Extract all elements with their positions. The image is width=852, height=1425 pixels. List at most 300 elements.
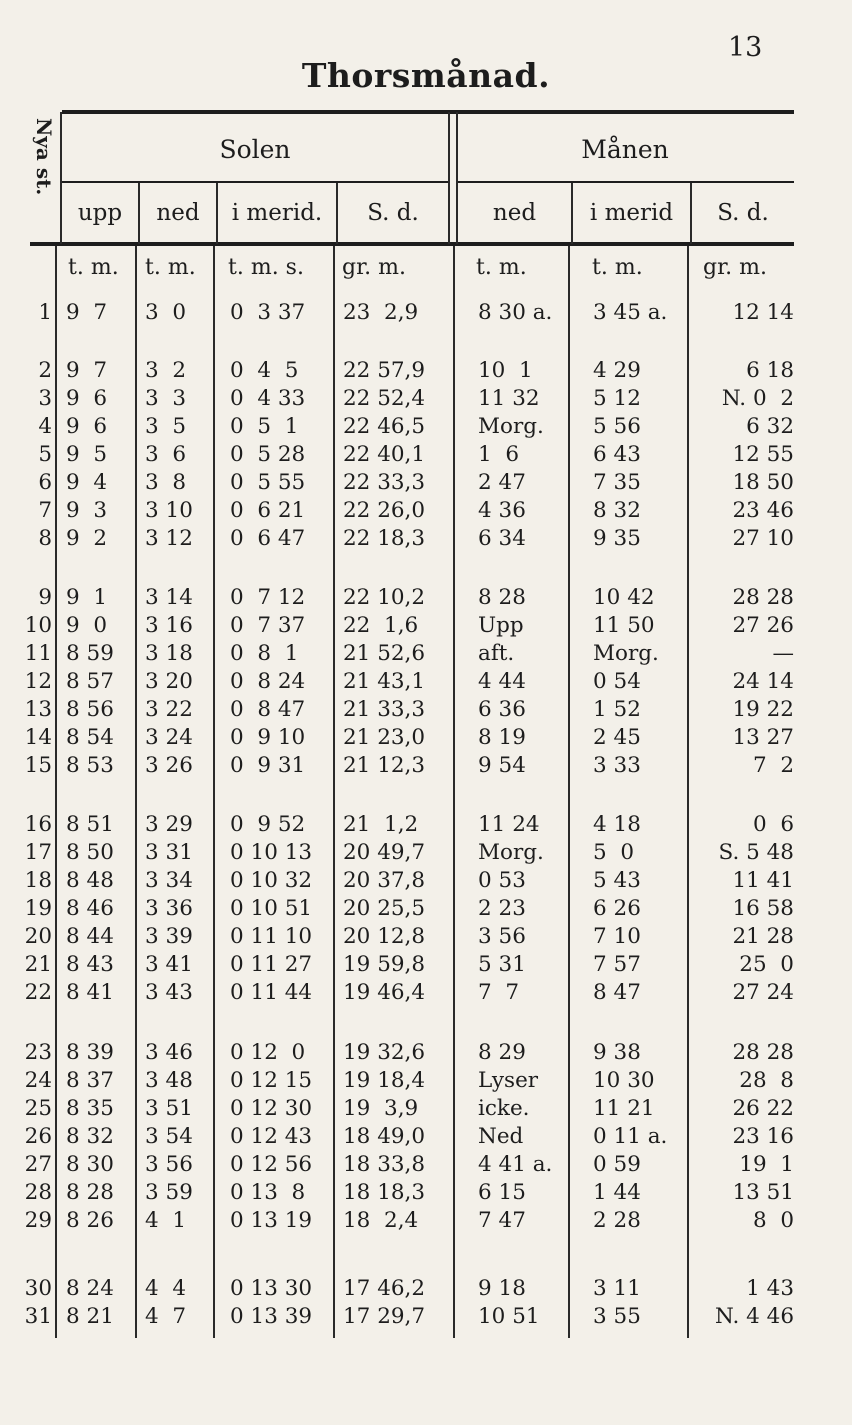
sun-declination-cell: 21 23,0 [343,725,426,750]
moon-meridian-cell: 6 26 [593,896,641,921]
moon-set-cell: 5 31 [478,952,526,977]
sun-set-cell: 3 6 [145,442,187,467]
moon-set-cell: Ned [478,1124,524,1149]
sun-rise-cell: 8 56 [66,697,114,722]
table-row [0,1068,852,1096]
moon-declination-cell: 27 10 [732,526,794,551]
unit-label: t. m. [68,255,119,280]
sun-meridian-cell: 0 13 30 [230,1276,313,1301]
moon-declination-cell: 21 28 [732,924,794,949]
moon-meridian-cell: 4 18 [593,812,641,837]
nya-st-header: Nya st. [32,118,56,196]
table-row [0,1180,852,1208]
sun-meridian-cell: 0 8 1 [230,641,299,666]
sun-declination-cell: 20 49,7 [343,840,426,865]
sun-meridian-cell: 0 8 24 [230,669,306,694]
sun-declination-cell: 17 29,7 [343,1304,426,1329]
sun-declination-cell: 21 1,2 [343,812,419,837]
sun-meridian-cell: 0 13 19 [230,1208,313,1233]
sun-rise-cell: 9 5 [66,442,108,467]
moon-declination-cell: N. 4 46 [715,1304,794,1329]
sun-set-cell: 3 59 [145,1180,193,1205]
moon-declination-cell: 19 1 [739,1152,794,1177]
table-row [0,669,852,697]
table-row [0,386,852,414]
sun-set-cell: 4 4 [145,1276,187,1301]
sun-declination-cell: 22 33,3 [343,470,426,495]
sun-rise-cell: 9 6 [66,414,108,439]
sun-rise-cell: 8 59 [66,641,114,666]
day-cell: 27 [24,1152,52,1177]
moon-meridian-cell: 6 43 [593,442,641,467]
table-row [0,1124,852,1152]
table-row [0,1276,852,1304]
manen-header: Månen [581,135,669,164]
sun-set-cell: 3 22 [145,697,193,722]
sun-set-cell: 3 12 [145,526,193,551]
sun-meridian-cell: 0 9 52 [230,812,306,837]
sun-set-cell: 3 8 [145,470,187,495]
sun-rise-cell: 8 46 [66,896,114,921]
sun-rise-cell: 8 50 [66,840,114,865]
table-row [0,896,852,924]
sun-set-cell: 3 41 [145,952,193,977]
moon-declination-cell: 6 18 [746,358,794,383]
moon-set-cell: 9 18 [478,1276,526,1301]
moon-meridian-cell: 8 47 [593,980,641,1005]
table-row [0,1096,852,1124]
moon-meridian-cell: 0 11 a. [593,1124,668,1149]
moon-meridian-cell: 0 59 [593,1152,641,1177]
moon-meridian-cell: 5 43 [593,868,641,893]
day-cell: 12 [24,669,52,694]
sun-declination-cell: 18 18,3 [343,1180,426,1205]
sun-declination-cell: 20 25,5 [343,896,426,921]
table-row [0,725,852,753]
moon-declination-cell: 28 8 [739,1068,794,1093]
unit-label: t. m. s. [228,255,304,280]
sun-meridian-cell: 0 12 0 [230,1040,306,1065]
moon-declination-cell: 24 14 [732,669,794,694]
sun-set-cell: 3 14 [145,585,193,610]
moon-meridian-cell: Morg. [593,641,659,666]
sun-rise-cell: 8 35 [66,1096,114,1121]
moon-meridian-cell: 7 35 [593,470,641,495]
moon-meridian-cell: 7 57 [593,952,641,977]
sun-meridian-cell: 0 3 37 [230,300,306,325]
sun-declination-cell: 22 52,4 [343,386,426,411]
sun-set-cell: 3 10 [145,498,193,523]
sun-set-cell: 3 56 [145,1152,193,1177]
sun-rise-cell: 8 43 [66,952,114,977]
sun-declination-cell: 22 40,1 [343,442,426,467]
unit-label: t. m. [145,255,196,280]
sun-rise-cell: 8 44 [66,924,114,949]
moon-meridian-cell: 7 10 [593,924,641,949]
sun-meridian-cell: 0 9 31 [230,753,306,778]
sun-rise-cell: 8 41 [66,980,114,1005]
moon-meridian-cell: 2 28 [593,1208,641,1233]
sun-declination-cell: 20 37,8 [343,868,426,893]
sun-meridian-cell: 0 6 47 [230,526,306,551]
unit-label: t. m. [476,255,527,280]
day-cell: 5 [38,442,52,467]
day-cell: 2 [38,358,52,383]
day-cell: 16 [24,812,52,837]
moon-declination-cell: 16 58 [732,896,794,921]
day-cell: 31 [24,1304,52,1329]
table-row [0,300,852,328]
moon-set-cell: 8 29 [478,1040,526,1065]
moon-meridian-cell: 3 11 [593,1276,641,1301]
moon-set-cell: 10 1 [478,358,533,383]
sun-meridian-cell: 0 10 13 [230,840,313,865]
table-row [0,585,852,613]
col-header-sd: S. d. [367,200,419,226]
day-cell: 28 [24,1180,52,1205]
moon-set-cell: 0 53 [478,868,526,893]
sun-meridian-cell: 0 10 51 [230,896,313,921]
moon-set-cell: 4 41 a. [478,1152,553,1177]
moon-meridian-cell: 5 12 [593,386,641,411]
moon-declination-cell: 0 6 [752,812,794,837]
sun-declination-cell: 18 2,4 [343,1208,419,1233]
sun-rise-cell: 9 2 [66,526,108,551]
table-row [0,980,852,1008]
moon-meridian-cell: 3 55 [593,1304,641,1329]
moon-set-cell: Lyser [478,1068,539,1093]
moon-set-cell: 2 23 [478,896,526,921]
moon-meridian-cell: 0 54 [593,669,641,694]
moon-declination-cell: 8 0 [752,1208,794,1233]
moon-meridian-cell: 11 21 [593,1096,655,1121]
day-cell: 24 [24,1068,52,1093]
day-cell: 19 [24,896,52,921]
sun-meridian-cell: 0 4 5 [230,358,299,383]
sun-meridian-cell: 0 5 28 [230,442,306,467]
table-row [0,753,852,781]
day-cell: 21 [24,952,52,977]
sun-meridian-cell: 0 13 39 [230,1304,313,1329]
moon-meridian-cell: 9 38 [593,1040,641,1065]
sun-set-cell: 3 5 [145,414,187,439]
moon-set-cell: aft. [478,641,515,666]
moon-set-cell: 7 47 [478,1208,526,1233]
moon-declination-cell: — [772,641,794,666]
table-row [0,613,852,641]
moon-set-cell: 6 34 [478,526,526,551]
sun-declination-cell: 22 1,6 [343,613,419,638]
day-cell: 3 [38,386,52,411]
sun-meridian-cell: 0 12 30 [230,1096,313,1121]
moon-declination-cell: 28 28 [732,585,794,610]
day-cell: 18 [24,868,52,893]
sun-rise-cell: 8 37 [66,1068,114,1093]
unit-label: gr. m. [342,255,407,280]
moon-meridian-cell: 5 56 [593,414,641,439]
sun-set-cell: 3 31 [145,840,193,865]
col-header-upp: upp [77,200,123,226]
sun-meridian-cell: 0 8 47 [230,697,306,722]
moon-declination-cell: 23 46 [732,498,794,523]
day-cell: 20 [24,924,52,949]
sun-declination-cell: 22 26,0 [343,498,426,523]
table-row [0,812,852,840]
moon-meridian-cell: 9 35 [593,526,641,551]
moon-meridian-cell: 5 0 [593,840,635,865]
sun-declination-cell: 21 52,6 [343,641,426,666]
moon-declination-cell: 19 22 [732,697,794,722]
sun-rise-cell: 8 32 [66,1124,114,1149]
sun-rise-cell: 9 7 [66,300,108,325]
sun-rise-cell: 8 21 [66,1304,114,1329]
moon-set-cell: 2 47 [478,470,526,495]
sun-declination-cell: 19 32,6 [343,1040,426,1065]
day-cell: 25 [24,1096,52,1121]
sun-declination-cell: 22 10,2 [343,585,426,610]
sun-declination-cell: 21 43,1 [343,669,426,694]
sun-rise-cell: 9 3 [66,498,108,523]
sun-meridian-cell: 0 4 33 [230,386,306,411]
sun-set-cell: 3 39 [145,924,193,949]
sun-rise-cell: 8 39 [66,1040,114,1065]
table-row [0,924,852,952]
col-header-ned: ned [156,200,200,226]
moon-declination-cell: 28 28 [732,1040,794,1065]
table-row [0,358,852,386]
sun-set-cell: 3 18 [145,641,193,666]
sun-meridian-cell: 0 11 27 [230,952,313,977]
moon-declination-cell: 12 14 [732,300,794,325]
sun-set-cell: 3 20 [145,669,193,694]
table-row [0,1152,852,1180]
table-row [0,498,852,526]
sun-rise-cell: 9 1 [66,585,108,610]
table-row [0,697,852,725]
sun-rise-cell: 8 57 [66,669,114,694]
sun-set-cell: 3 3 [145,386,187,411]
sun-meridian-cell: 0 5 1 [230,414,299,439]
moon-set-cell: 3 56 [478,924,526,949]
day-cell: 29 [24,1208,52,1233]
sun-declination-cell: 22 46,5 [343,414,426,439]
header-divider [448,112,450,244]
moon-meridian-cell: 10 30 [593,1068,655,1093]
sun-rise-cell: 8 26 [66,1208,114,1233]
header-bottom-rule [30,242,794,246]
sun-set-cell: 3 36 [145,896,193,921]
sun-set-cell: 3 46 [145,1040,193,1065]
moon-set-cell: 11 32 [478,386,540,411]
sun-declination-cell: 19 18,4 [343,1068,426,1093]
moon-declination-cell: 23 16 [732,1124,794,1149]
moon-declination-cell: 12 55 [732,442,794,467]
moon-meridian-cell: 3 33 [593,753,641,778]
moon-set-cell: 9 54 [478,753,526,778]
day-cell: 14 [24,725,52,750]
sun-meridian-cell: 0 11 10 [230,924,313,949]
sun-meridian-cell: 0 9 10 [230,725,306,750]
sun-rise-cell: 8 30 [66,1152,114,1177]
moon-set-cell: 6 36 [478,697,526,722]
sun-set-cell: 3 48 [145,1068,193,1093]
page-number: 13 [728,32,763,63]
moon-meridian-cell: 3 45 a. [593,300,668,325]
sun-meridian-cell: 0 5 55 [230,470,306,495]
day-cell: 26 [24,1124,52,1149]
day-cell: 9 [38,585,52,610]
sun-rise-cell: 9 6 [66,386,108,411]
sun-meridian-cell: 0 11 44 [230,980,313,1005]
sun-set-cell: 3 24 [145,725,193,750]
table-row [0,952,852,980]
moon-set-cell: 8 19 [478,725,526,750]
moon-declination-cell: 27 24 [732,980,794,1005]
moon-set-cell: Upp [478,613,524,638]
sun-meridian-cell: 0 13 8 [230,1180,306,1205]
day-cell: 1 [38,300,52,325]
table-row [0,840,852,868]
sun-set-cell: 3 54 [145,1124,193,1149]
day-cell: 15 [24,753,52,778]
col-header-moon-sd: S. d. [717,200,769,226]
moon-meridian-cell: 1 44 [593,1180,641,1205]
moon-declination-cell: 13 51 [732,1180,794,1205]
moon-meridian-cell: 11 50 [593,613,655,638]
moon-set-cell: 4 44 [478,669,526,694]
day-cell: 10 [24,613,52,638]
sun-declination-cell: 23 2,9 [343,300,419,325]
sun-meridian-cell: 0 7 12 [230,585,306,610]
day-cell: 13 [24,697,52,722]
table-row [0,414,852,442]
moon-set-cell: 8 30 a. [478,300,553,325]
table-row [0,1304,852,1332]
sun-set-cell: 4 7 [145,1304,187,1329]
group-rule-solen [62,181,448,183]
sun-set-cell: 3 16 [145,613,193,638]
moon-declination-cell: 27 26 [732,613,794,638]
col-header-moon-ned: ned [492,200,537,226]
sun-rise-cell: 9 7 [66,358,108,383]
sun-declination-cell: 21 12,3 [343,753,426,778]
sun-declination-cell: 19 3,9 [343,1096,419,1121]
sun-set-cell: 3 2 [145,358,187,383]
sun-meridian-cell: 0 12 56 [230,1152,313,1177]
sun-declination-cell: 18 49,0 [343,1124,426,1149]
moon-declination-cell: 7 2 [752,753,794,778]
moon-set-cell: 7 7 [478,980,520,1005]
unit-label: t. m. [592,255,643,280]
moon-set-cell: 4 36 [478,498,526,523]
moon-declination-cell: S. 5 48 [718,840,794,865]
sun-set-cell: 3 43 [145,980,193,1005]
sun-set-cell: 4 1 [145,1208,187,1233]
moon-set-cell: Morg. [478,840,544,865]
sun-set-cell: 3 0 [145,300,187,325]
col-header-merid: i merid. [231,200,323,226]
table-row [0,442,852,470]
sun-rise-cell: 8 51 [66,812,114,837]
day-cell: 7 [38,498,52,523]
day-cell: 11 [24,641,52,666]
sun-declination-cell: 17 46,2 [343,1276,426,1301]
day-cell: 23 [24,1040,52,1065]
moon-meridian-cell: 10 42 [593,585,655,610]
moon-declination-cell: 1 43 [746,1276,794,1301]
sun-meridian-cell: 0 7 37 [230,613,306,638]
day-cell: 30 [24,1276,52,1301]
sun-declination-cell: 20 12,8 [343,924,426,949]
table-row [0,641,852,669]
sun-rise-cell: 9 0 [66,613,108,638]
sun-set-cell: 3 26 [145,753,193,778]
sun-set-cell: 3 29 [145,812,193,837]
sun-meridian-cell: 0 12 15 [230,1068,313,1093]
col-header-moon-merid: i merid [589,200,674,226]
moon-set-cell: 6 15 [478,1180,526,1205]
moon-meridian-cell: 1 52 [593,697,641,722]
moon-set-cell: Morg. [478,414,544,439]
moon-declination-cell: 26 22 [732,1096,794,1121]
moon-declination-cell: 11 41 [732,868,794,893]
sun-meridian-cell: 0 10 32 [230,868,313,893]
sun-meridian-cell: 0 12 43 [230,1124,313,1149]
day-cell: 22 [24,980,52,1005]
sun-declination-cell: 18 33,8 [343,1152,426,1177]
moon-declination-cell: 18 50 [732,470,794,495]
sun-meridian-cell: 0 6 21 [230,498,306,523]
table-row [0,1040,852,1068]
solen-header: Solen [219,135,291,164]
table-row [0,470,852,498]
moon-meridian-cell: 8 32 [593,498,641,523]
day-cell: 17 [24,840,52,865]
table-row [0,868,852,896]
top-rule [62,110,794,114]
moon-meridian-cell: 2 45 [593,725,641,750]
sun-rise-cell: 8 54 [66,725,114,750]
day-cell: 8 [38,526,52,551]
sun-declination-cell: 19 46,4 [343,980,426,1005]
sun-set-cell: 3 34 [145,868,193,893]
sun-declination-cell: 21 33,3 [343,697,426,722]
group-rule-manen [456,181,794,183]
moon-set-cell: 8 28 [478,585,526,610]
page-title: Thorsmånad. [301,56,551,95]
moon-declination-cell: 6 32 [746,414,794,439]
table-row [0,1208,852,1236]
table-row [0,526,852,554]
moon-declination-cell: 25 0 [739,952,794,977]
day-cell: 4 [38,414,52,439]
sun-rise-cell: 8 24 [66,1276,114,1301]
sun-set-cell: 3 51 [145,1096,193,1121]
day-cell: 6 [38,470,52,495]
moon-set-cell: 10 51 [478,1304,540,1329]
moon-meridian-cell: 4 29 [593,358,641,383]
sun-rise-cell: 8 48 [66,868,114,893]
moon-set-cell: 11 24 [478,812,540,837]
sun-declination-cell: 22 57,9 [343,358,426,383]
sun-declination-cell: 22 18,3 [343,526,426,551]
sun-rise-cell: 8 28 [66,1180,114,1205]
moon-set-cell: 1 6 [478,442,520,467]
moon-set-cell: icke. [478,1096,530,1121]
moon-declination-cell: N. 0 2 [721,386,794,411]
unit-label: gr. m. [703,255,768,280]
sun-declination-cell: 19 59,8 [343,952,426,977]
